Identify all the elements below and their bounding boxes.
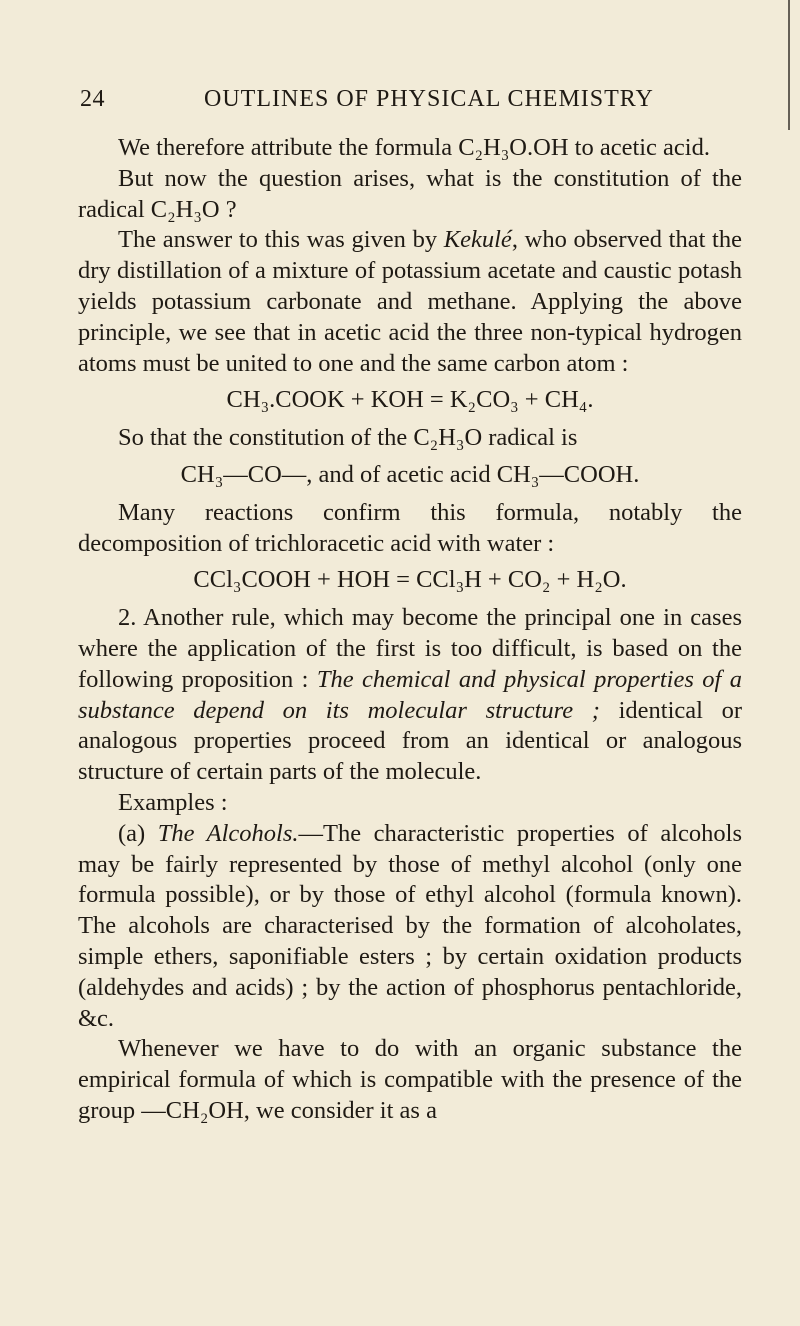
equation-acetic-acid: CH₃—CO—, and of acetic acid CH₃—COOH. <box>180 460 640 488</box>
equation-trichloracetic: CCl₃COOH + HOH = CCl₃H + CO₂ + H₂O. <box>193 566 627 594</box>
paragraph-second-rule <box>78 603 742 788</box>
paragraph-examples: Examples : <box>118 788 228 816</box>
paragraph-organic-substance: Whenever we have to do with an organic substance the empirical formula of which is compatible with the presence of the group —CH₂OH, we consider it as a <box>78 1035 742 1124</box>
alcohols-label: (a) <box>118 819 158 847</box>
paragraph-reactions: Many reactions confirm this formula, notably the decomposition of trichloracetic acid with water : <box>78 498 742 557</box>
page-header <box>80 86 740 116</box>
rule-text: identical or analogous properties proceed from an identical or analogous structure of certain parts of the molecule. <box>78 696 743 786</box>
alcohols-text: —The characteristic properties of alcohols may be fairly represented by those of methyl alcohol (only one formula possible), or by those of ethyl alcohol (formula known). The alcohols are characterised by the formation of alcoholates, simple ethers, saponifiable esters ; by certain oxidation products (aldehydes and acids) ; by the action of phosphorus pentachloride, &c. <box>78 819 742 1032</box>
equation-potassium-acetate: CH₃.COOK + KOH = K₂CO₃ + CH₄. <box>226 386 594 414</box>
kekule-intro: The answer to this was given by <box>118 226 444 254</box>
kekule-name: Kekulé <box>443 226 512 254</box>
rule-intro: 2. Another rule, which may become the principal one in cases where the application of the first is too difficult, is based on the following proposition : <box>78 604 742 693</box>
running-head: OUTLINES OF PHYSICAL CHEMISTRY <box>204 86 654 112</box>
paragraph-constitution: So that the constitution of the C₂H₃O radical is <box>118 424 578 452</box>
paragraph-alcohols <box>78 819 742 1035</box>
kekule-text: , who observed that the dry distillation of a mixture of potassium acetate and caustic potash yields potassium carbonate and methane. Applying the above principle, we see that in acetic acid the three non-typical hydrogen atoms must be united to one and the same carbon atom : <box>78 226 742 377</box>
page-number: 24 <box>80 86 105 112</box>
paragraph-acetic-formula: We therefore attribute the formula C₂H₃O.OH to acetic acid. <box>118 134 710 161</box>
paragraph-radical-question: But now the question arises, what is the constitution of the radical C₂H₃O ? <box>78 164 742 223</box>
alcohols-heading: The Alcohols. <box>157 819 299 847</box>
body-text <box>78 133 742 1127</box>
rule-proposition: The chemical and physical properties of a substance depend on its molecular structure ; <box>78 665 742 724</box>
paragraph-kekule <box>78 225 742 379</box>
